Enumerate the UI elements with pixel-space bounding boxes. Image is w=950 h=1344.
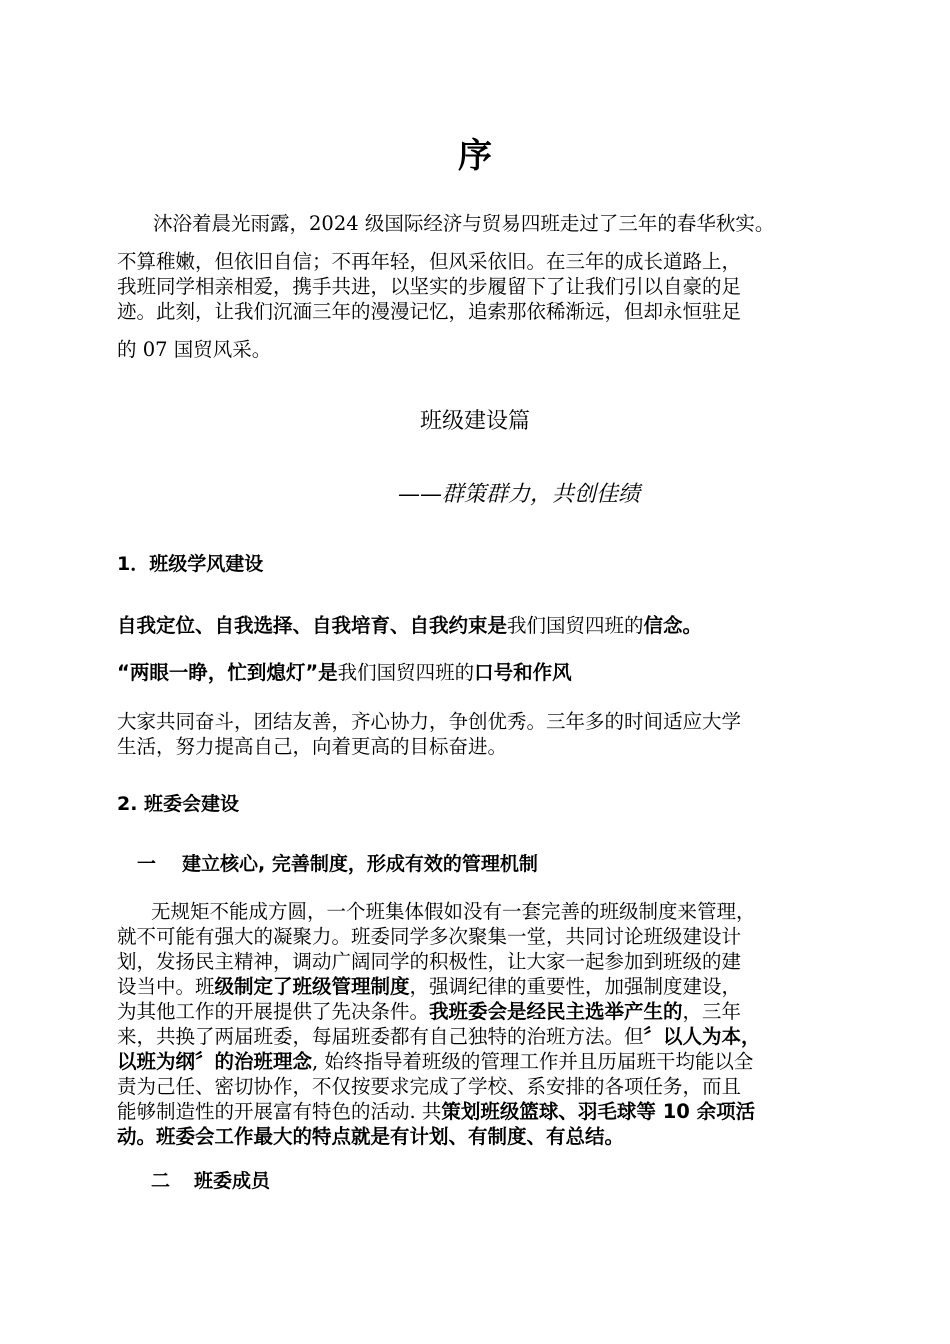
para-text: 能够制造性的开展富有特色的活动. 共: [117, 1100, 442, 1123]
subheading-text: 建立核心, 完善制度，形成有效的管理机制: [182, 853, 538, 875]
subheading-core: [137, 849, 538, 876]
para-line: [117, 971, 741, 999]
para-line: [117, 1096, 755, 1124]
para-line: 就不可能有强大的凝聚力。班委同学多次聚集一堂，共同讨论班级建设计: [117, 925, 742, 948]
section-title: 班级建设篇: [419, 409, 530, 434]
para-line: 无规矩不能成方圆，一个班集体假如没有一套完善的班级制度来管理，: [151, 900, 756, 923]
para-line: 动。班委会工作最大的特点就是有计划、有制度、有总结。: [117, 1125, 625, 1148]
para-bold: 〞以人为本，: [643, 1025, 761, 1048]
para-bold: 我班委会是经民主选举产生的: [429, 1000, 683, 1023]
study-body-line: 生活，努力提高自己，向着更高的目标奋进。: [117, 735, 508, 758]
para-line: [117, 1021, 761, 1049]
preface-line: 沐浴着晨光雨露，2024 级国际经济与贸易四班走过了三年的春华秋实。: [153, 212, 775, 235]
page-title: 序: [458, 136, 492, 176]
motto: ——群策群力，共创佳绩: [398, 482, 641, 507]
para-line: 划，发扬民主精神，调动广阔同学的积极性，让大家一起参加到班级的建: [117, 950, 742, 973]
para-line: 责为己任、密切协作，不仅按要求完成了学校、系安排的各项任务，而且: [117, 1075, 742, 1098]
para-text: , 始终指导着班级的管理工作并且历届班干均能以全: [312, 1050, 754, 1073]
heading-study-style: 1．班级学风建设: [117, 553, 264, 575]
belief-bold: 信念。: [643, 614, 703, 637]
para-bold: 级制定了班级管理制度: [214, 975, 410, 998]
para-text: 设当中。班: [117, 975, 215, 998]
para-text: ，三年: [682, 1000, 742, 1023]
para-text: 为其他工作的开展提供了先决条件。: [117, 1000, 430, 1023]
belief-text: 我们国贸四班的: [507, 614, 644, 637]
preface-line: 迹。此刻，让我们沉湎三年的漫漫记忆，追索那依稀渐远，但却永恒驻足: [117, 300, 742, 323]
slogan-text: 我们国贸四班的: [337, 661, 475, 684]
slogan-line: [117, 657, 572, 685]
subheading-members: [151, 1166, 270, 1193]
belief-bold: 自我定位、自我选择、自我培育、自我约束是: [117, 614, 508, 637]
belief-line: [117, 610, 702, 638]
para-line: [117, 1046, 753, 1074]
subheading-number: 一: [137, 853, 157, 875]
para-bold: 以班为纲〞的治班理念: [117, 1050, 313, 1073]
slogan-bold: “两眼一睁，忙到熄灯”是: [117, 661, 338, 684]
para-text: ，强调纪律的重要性，加强制度建设，: [409, 975, 742, 998]
slogan-bold: 口号和作风: [474, 661, 572, 684]
heading-committee: 2. 班委会建设: [117, 793, 240, 815]
study-body-line: 大家共同奋斗，团结友善，齐心协力，争创优秀。三年多的时间适应大学: [117, 710, 742, 733]
preface-line: 我班同学相亲相爱，携手共进，以坚实的步履留下了让我们引以自豪的足: [117, 275, 742, 298]
subheading-text: 班委成员: [194, 1170, 271, 1192]
subheading-number: 二: [151, 1170, 171, 1192]
para-text: 来，共换了两届班委，每届班委都有自己独特的治班方法。但: [117, 1025, 644, 1048]
para-line: [117, 996, 741, 1024]
para-bold: 策划班级篮球、羽毛球等 10 余项活: [441, 1100, 756, 1123]
preface-line: 的 07 国贸风采。: [117, 338, 272, 361]
preface-line: 不算稚嫩，但依旧自信；不再年轻，但风采依旧。在三年的成长道路上，: [117, 250, 742, 273]
